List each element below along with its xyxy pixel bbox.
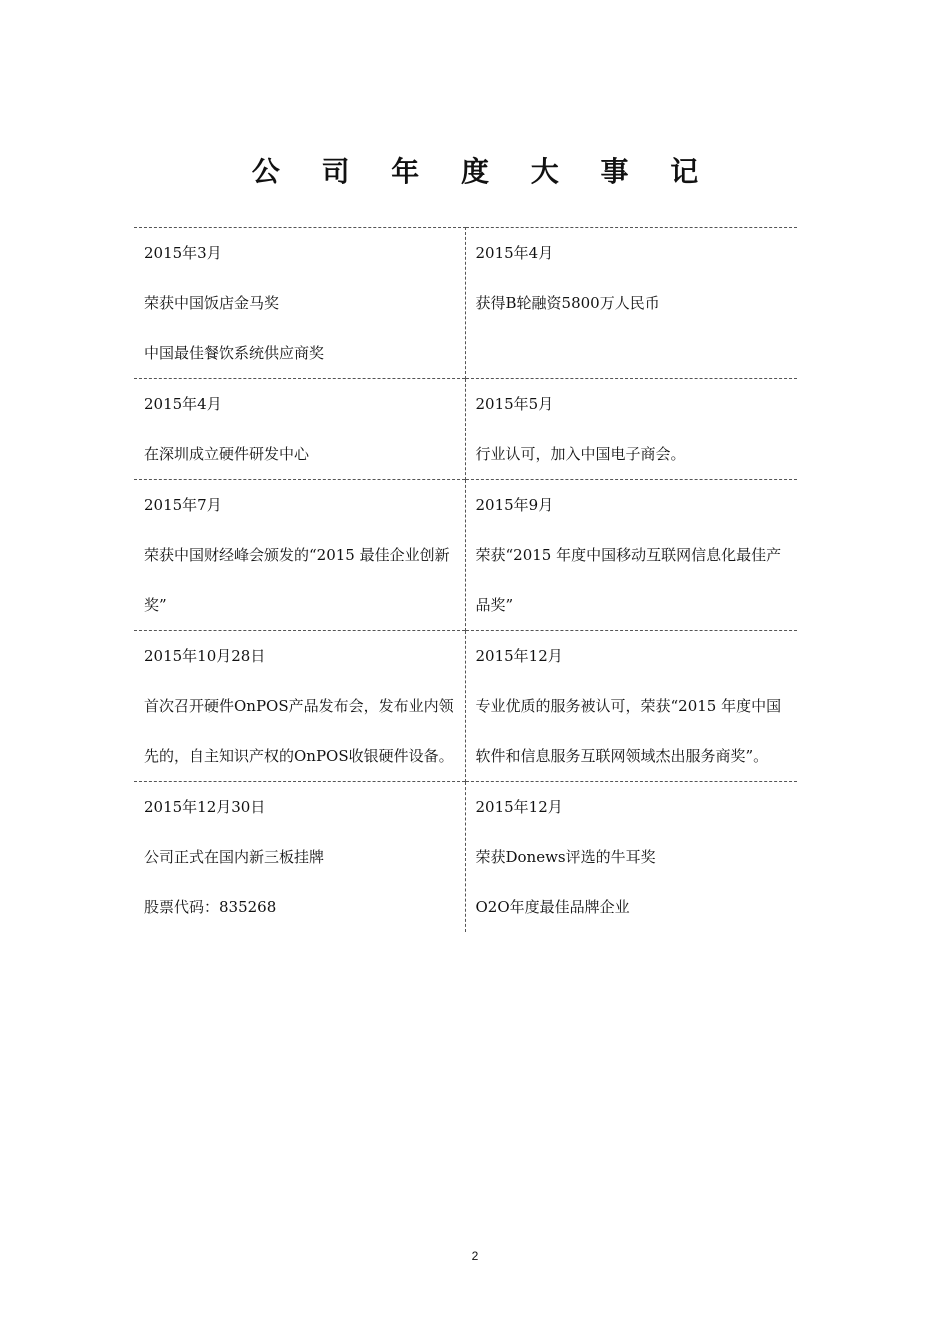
event-date: 2015年3月	[144, 244, 222, 262]
event-cell-right	[465, 228, 797, 379]
event-date: 2015年12月	[475, 798, 563, 816]
event-cell-left	[134, 379, 465, 480]
event-description: 行业认可，加入中国电子商会。	[475, 445, 686, 463]
event-description: 中国最佳餐饮系统供应商奖	[144, 344, 325, 362]
event-row	[134, 480, 797, 631]
event-row	[134, 228, 797, 379]
event-cell-left	[134, 631, 465, 782]
event-date: 2015年4月	[144, 395, 222, 413]
event-row	[134, 782, 797, 933]
events-body	[134, 228, 797, 933]
event-date: 2015年12月30日	[144, 798, 266, 816]
event-cell-right	[465, 631, 797, 782]
event-date: 2015年10月28日	[144, 647, 266, 665]
event-description: 荣获“2015 年度中国移动互联网信息化最佳产品奖”	[475, 546, 782, 614]
event-cell-left	[134, 228, 465, 379]
event-description: 首次召开硬件OnPOS产品发布会，发布业内领先的，自主知识产权的OnPOS收银硬件设备。	[144, 697, 454, 765]
event-cell-right	[465, 782, 797, 933]
page-title: 公 司 年 度 大 事 记	[251, 155, 715, 188]
event-description: 荣获中国饭店金马奖	[144, 294, 280, 312]
event-date: 2015年12月	[475, 647, 563, 665]
event-cell-right	[465, 480, 797, 631]
event-description: 专业优质的服务被认可，荣获“2015 年度中国软件和信息服务互联网领域杰出服务商奖”。	[475, 697, 782, 765]
event-description: 在深圳成立硬件研发中心	[144, 445, 310, 463]
event-row	[134, 631, 797, 782]
event-cell-left	[134, 782, 465, 933]
events-table	[134, 227, 797, 932]
event-description: 股票代码：835268	[144, 898, 277, 916]
page-number: 2	[471, 1249, 479, 1263]
event-cell-left	[134, 480, 465, 631]
event-row	[134, 379, 797, 480]
event-date: 2015年5月	[475, 395, 554, 413]
event-description: 获得B轮融资5800万人民币	[475, 294, 660, 312]
event-description: 荣获中国财经峰会颁发的“2015 最佳企业创新奖”	[144, 546, 450, 614]
event-description: 公司正式在国内新三板挂牌	[144, 848, 325, 866]
event-date: 2015年4月	[475, 244, 554, 262]
event-description: 荣获Donews评选的牛耳奖	[475, 848, 656, 866]
event-date: 2015年7月	[144, 496, 222, 514]
event-description: O2O年度最佳品牌企业	[475, 898, 630, 916]
event-cell-right	[465, 379, 797, 480]
event-date: 2015年9月	[475, 496, 554, 514]
